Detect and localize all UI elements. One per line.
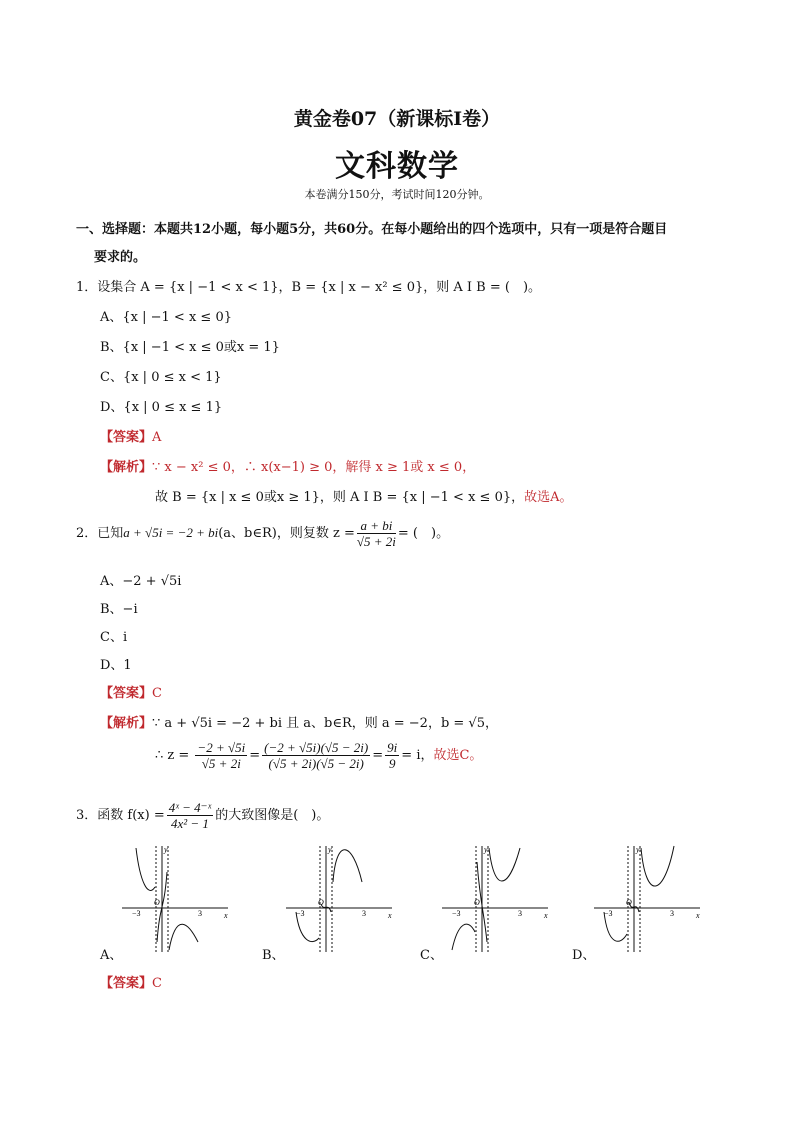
q2-option-c: C、i: [100, 630, 128, 645]
graph-d-tick-neg3: −3: [604, 909, 613, 918]
answer-label: 【答案】: [100, 430, 153, 445]
q2-analysis-lead: ∴ z =: [155, 748, 190, 763]
graph-d-curve-right: [641, 846, 674, 886]
graph-b-origin: O: [318, 898, 324, 907]
q1-analysis-text-2: 故 B = {x | x ≤ 0或x ≥ 1}，则 A I B = {x | −1 < x ≤ 0}，: [155, 490, 525, 505]
graph-d-tick-3: 3: [670, 909, 674, 918]
q3-stem-denominator: 4x² − 1: [170, 816, 209, 831]
graph-d: [590, 842, 705, 957]
graph-b-label: B、: [262, 948, 285, 963]
q3-stem: [76, 800, 329, 831]
q1-option-a: A、{x | −1 < x ≤ 0}: [100, 310, 232, 325]
q1-option-b: B、{x | −1 < x ≤ 0或x = 1}: [100, 340, 280, 355]
section-line-2: 要求的。: [94, 250, 147, 265]
graph-b-curve-right: [333, 850, 362, 882]
q2-stem-tail: = ( )。: [397, 526, 450, 541]
graph-a-label: A、: [100, 948, 123, 963]
graph-a-x-label: x: [224, 911, 228, 920]
graph-c-curve-left: [452, 924, 475, 950]
q1-analysis-1: [100, 456, 475, 475]
q3-stem-tail: 的大致图像是( )。: [215, 808, 330, 823]
q1-option-c: C、{x | 0 ≤ x < 1}: [100, 370, 222, 385]
graph-a-tick-neg3: −3: [132, 909, 141, 918]
q2-analysis-choice: 故选C。: [433, 748, 483, 763]
q2-stem-equation: a + √5i = −2 + bi: [123, 525, 219, 540]
q3-stem-fraction: [167, 800, 213, 831]
q2-fraction-3-num: 9i: [387, 740, 398, 755]
q2-fraction-2-den: (√5 + 2i)(√5 − 2i): [268, 756, 364, 771]
exam-note: 本卷满分150分，考试时间120分钟。: [304, 188, 490, 201]
q2-fraction-1-den: √5 + 2i: [201, 756, 241, 771]
q2-stem-denominator: √5 + 2i: [356, 534, 396, 549]
q2-stem: [76, 518, 449, 549]
graph-c-curve-right: [489, 848, 520, 881]
q3-answer-value: C: [152, 976, 162, 991]
graph-d-y-label: y: [636, 845, 640, 854]
graph-a-curve-right: [169, 924, 198, 950]
q2-analysis-eq: = i，: [401, 748, 434, 763]
answer-label: 【答案】: [100, 686, 153, 701]
q2-option-d: D、1: [100, 658, 132, 673]
graph-a-y-label: y: [164, 845, 168, 854]
q2-fraction-3-den: 9: [388, 756, 396, 771]
section-heading: [76, 216, 726, 272]
q2-answer: [100, 682, 162, 701]
graph-a-origin: O: [154, 898, 160, 907]
graph-c-label: C、: [420, 948, 443, 963]
q1-stem: 1．设集合 A = {x | −1 < x < 1}，B = {x | x − x² ≤ 0}，则 A I B = ( )。: [76, 280, 542, 295]
q3-answer: [100, 972, 162, 991]
graph-b-tick-3: 3: [362, 909, 366, 918]
graph-b-x-label: x: [388, 911, 392, 920]
q2-option-b: B、−i: [100, 602, 138, 617]
q2-fraction-3: [385, 740, 399, 771]
q1-answer-value: A: [152, 430, 162, 445]
q2-fraction-2: [262, 740, 370, 771]
graph-b-y-label: y: [328, 845, 332, 854]
q2-stem-lead: 2．已知: [76, 526, 124, 541]
q2-option-a: A、−2 + √5i: [100, 574, 182, 589]
subject-title: 文科数学: [335, 149, 459, 184]
graph-c-origin: O: [474, 898, 480, 907]
graph-c-y-label: y: [484, 845, 488, 854]
q1-answer: [100, 426, 161, 445]
graph-a: [118, 842, 233, 957]
q1-analysis-text-1: ∵ x − x² ≤ 0，∴ x(x−1) ≥ 0，解得 x ≥ 1或 x ≤ 0，: [152, 460, 476, 475]
q2-analysis-1: [100, 712, 498, 731]
graph-d-label: D、: [572, 948, 596, 963]
page-title: 黄金卷07（新课标Ⅰ卷）: [293, 108, 501, 130]
q2-answer-value: C: [152, 686, 162, 701]
graph-b-tick-neg3: −3: [296, 909, 305, 918]
graph-d-x-label: x: [696, 911, 700, 920]
q1-analysis-2: [155, 486, 573, 505]
q1-analysis-choice: 故选A。: [524, 490, 573, 505]
graph-c-tick-3: 3: [518, 909, 522, 918]
analysis-label: 【解析】: [100, 460, 153, 475]
analysis-label: 【解析】: [100, 716, 153, 731]
graph-c-tick-neg3: −3: [452, 909, 461, 918]
graph-a-tick-3: 3: [198, 909, 202, 918]
answer-label: 【答案】: [100, 976, 153, 991]
graph-d-origin: O: [626, 898, 632, 907]
q3-stem-numerator: 4ˣ − 4⁻ˣ: [168, 800, 212, 815]
q2-stem-numerator: a + bi: [357, 518, 396, 534]
graph-b: [282, 842, 397, 957]
q2-fraction-1-num: −2 + √5i: [197, 740, 246, 755]
graph-a-curve-left: [136, 848, 155, 890]
section-line-1: 一、选择题：本题共12小题，每小题5分，共60分。在每小题给出的四个选项中，只有一项是符合题目: [76, 222, 668, 237]
graph-c: [438, 842, 553, 957]
q2-stem-fraction: [357, 518, 396, 549]
q2-fraction-2-num: (−2 + √5i)(√5 − 2i): [264, 740, 369, 755]
q2-analysis-text-1: ∵ a + √5i = −2 + bi 且 a、b∈R，则 a = −2，b = √5，: [152, 716, 498, 731]
graph-c-x-label: x: [544, 911, 548, 920]
q1-option-d: D、{x | 0 ≤ x ≤ 1}: [100, 400, 223, 415]
q3-stem-lead: 3．函数 f(x) =: [76, 808, 165, 823]
q2-stem-mid: (a、b∈R)，则复数 z =: [218, 526, 355, 541]
q2-fraction-1: [195, 740, 247, 771]
q2-analysis-2: ∴ z = $\frac{-2 + √5i}{√5 + 2i}$ = $\frac{(-2 + √5i)(√5 - 2i)}{(√5 + 2i)(√5 - 2i)}$ = $\frac{9i}{9}$ = i，故选C。: [155, 740, 483, 771]
